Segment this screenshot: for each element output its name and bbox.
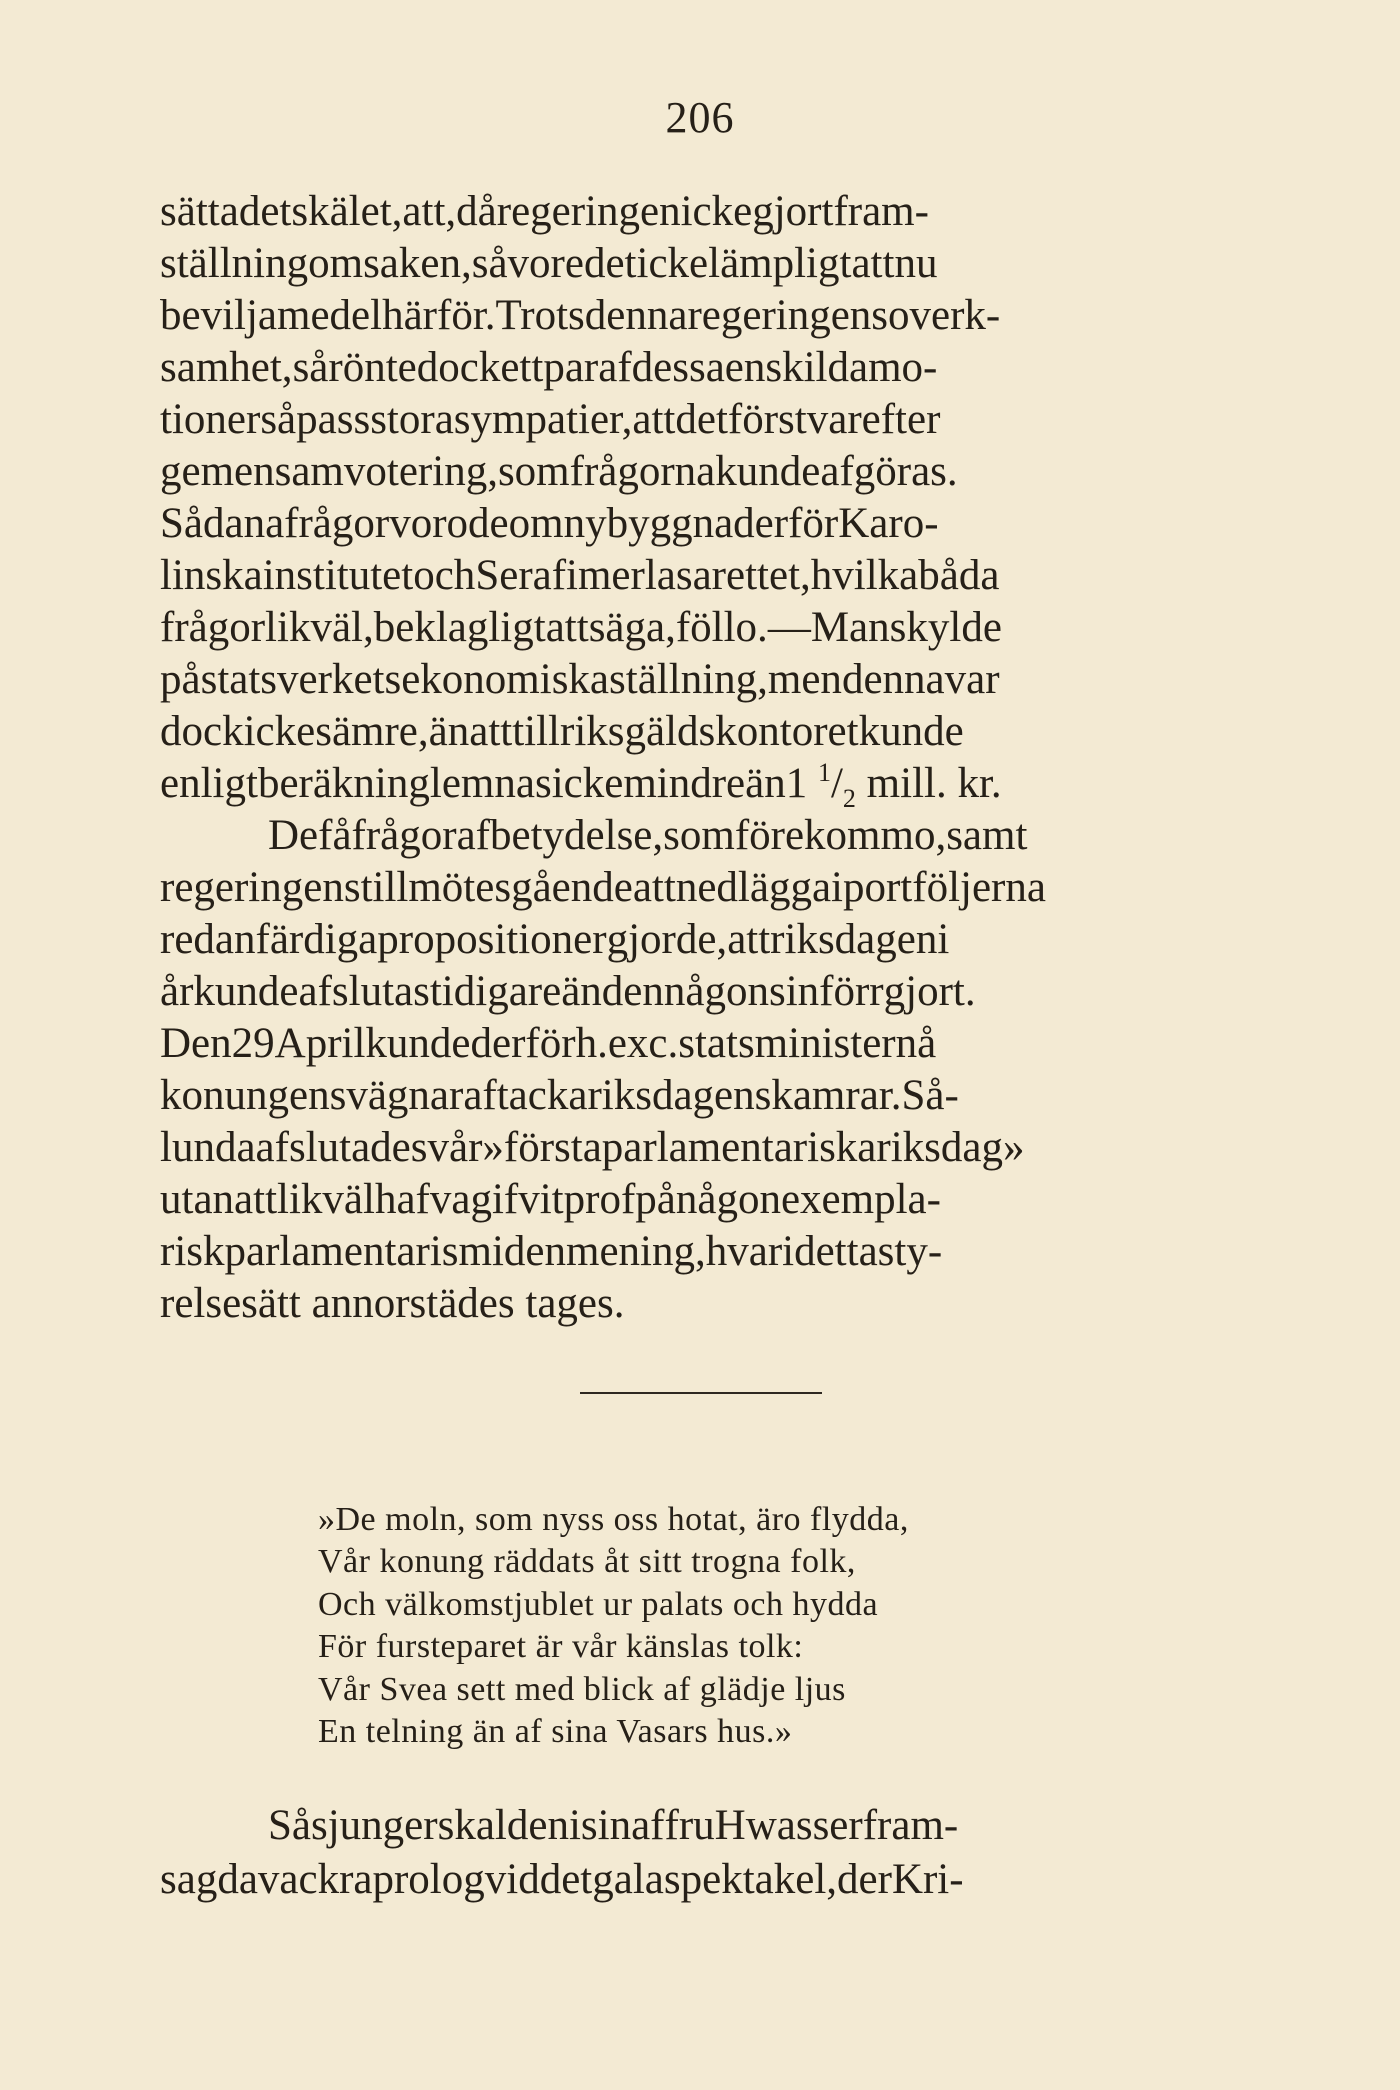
text-line — [160, 342, 1260, 394]
word: likväl — [277, 1176, 375, 1223]
word: April — [274, 1020, 366, 1067]
word: denna — [841, 656, 945, 703]
word: Sådana — [160, 500, 285, 547]
word: skälet, — [291, 188, 403, 235]
word: å — [917, 1020, 937, 1067]
word: regeringen — [496, 188, 681, 235]
word: så — [260, 396, 297, 443]
word: sympatier, — [453, 396, 633, 443]
word: af — [631, 1802, 665, 1849]
word: hvilka — [810, 552, 919, 599]
word: att — [469, 708, 513, 755]
closing-paragraph — [160, 1799, 1260, 1907]
word: frågor — [160, 604, 266, 651]
word: gifvit — [470, 1176, 564, 1223]
word: overk- — [888, 292, 1001, 339]
word: af — [456, 812, 490, 859]
word: säga, — [588, 604, 676, 651]
word: dock — [160, 708, 244, 755]
word: båda — [918, 552, 1000, 599]
word: Karo- — [838, 500, 939, 547]
word: derför — [470, 1020, 576, 1067]
word: till — [512, 708, 561, 755]
word: voro — [389, 500, 469, 547]
word: gjort. — [883, 968, 976, 1015]
text-line — [160, 550, 1260, 602]
word: skylde — [889, 604, 1002, 651]
word: det — [238, 188, 292, 235]
text-line — [160, 1070, 1260, 1122]
poem-line: För fursteparet är vår känslas tolk: — [318, 1628, 804, 1666]
word: gemensam — [160, 448, 344, 495]
word: icke — [243, 708, 316, 755]
word: galaspektakel, — [592, 1856, 838, 1903]
word: saken, — [363, 240, 472, 287]
word: likväl, — [265, 604, 374, 651]
word: konungens — [160, 1072, 347, 1119]
word: gjort — [752, 188, 834, 235]
word: som — [663, 812, 735, 859]
word: härför. — [382, 292, 496, 339]
word: frågor — [351, 812, 457, 859]
word: som — [497, 448, 570, 495]
word: hvari — [705, 1228, 795, 1275]
word: linska — [160, 552, 263, 599]
word: ett — [500, 344, 544, 391]
word: om — [308, 240, 364, 287]
word: detta — [794, 1228, 878, 1275]
word: Så- — [901, 1072, 959, 1119]
word: h. — [575, 1020, 608, 1067]
word: frågorna — [569, 448, 716, 495]
text-line — [160, 1853, 1260, 1907]
word: Kri- — [891, 1856, 964, 1903]
word: på — [635, 1176, 676, 1223]
word: medel — [277, 292, 383, 339]
word: beklagligt — [373, 604, 546, 651]
word: Serafimerlasarettet, — [475, 552, 811, 599]
word: — — [767, 604, 811, 651]
word: sjunger — [311, 1802, 438, 1849]
word: någon — [675, 1176, 781, 1223]
word: propositioner — [377, 916, 607, 963]
text-line — [160, 290, 1260, 342]
word: någonsin — [663, 968, 820, 1015]
text-line — [160, 1018, 1260, 1070]
text-line — [160, 498, 1260, 550]
word: fram- — [833, 188, 929, 235]
text-line — [160, 914, 1260, 966]
word: om — [508, 500, 564, 547]
word: att — [727, 916, 771, 963]
word: parlamentarism — [224, 1228, 492, 1275]
text-line — [160, 1174, 1260, 1226]
word: att — [234, 1176, 278, 1223]
word: institutet — [262, 552, 414, 599]
word: det — [675, 396, 728, 443]
fraction-denominator: 2 — [842, 784, 856, 813]
word: »första — [482, 1124, 602, 1171]
word: portföljerna — [842, 864, 1046, 911]
word: den — [503, 1228, 566, 1275]
word: aftacka — [463, 1072, 588, 1119]
word: betydelse, — [490, 812, 664, 859]
word: riksdag» — [876, 1124, 1025, 1171]
word: sätta — [160, 188, 239, 235]
word: kunde — [193, 968, 299, 1015]
word: beräkning — [257, 760, 430, 807]
word: dessa — [631, 344, 725, 391]
word: bevilja — [160, 292, 278, 339]
word: att — [632, 396, 676, 443]
word: då — [456, 188, 497, 235]
word: par — [543, 344, 599, 391]
word: Den — [160, 1020, 232, 1067]
text-line — [160, 654, 1260, 706]
word: men — [767, 656, 842, 703]
word: lemnas — [429, 760, 552, 807]
main-text — [160, 186, 1260, 1330]
word: dock — [416, 344, 501, 391]
word: än — [561, 968, 602, 1015]
poem-line: Vår Svea sett med blick af glädje ljus — [318, 1670, 846, 1708]
word: att — [851, 240, 895, 287]
word: utan — [160, 1176, 235, 1223]
word: kunde — [715, 448, 821, 495]
word: lunda — [160, 1124, 256, 1171]
word: det — [539, 1856, 593, 1903]
word: sty- — [877, 1228, 943, 1275]
word: der — [837, 1856, 892, 1903]
text-line — [160, 1122, 1260, 1174]
word: frågor — [284, 500, 390, 547]
word: så — [292, 344, 329, 391]
word: tioner — [160, 396, 261, 443]
word: att, — [402, 188, 457, 235]
poem-line: Och välkomstjublet ur palats och hydda — [318, 1585, 879, 1623]
word: kamrar. — [771, 1072, 902, 1119]
word: afgöras. — [820, 448, 958, 495]
word: än — [428, 708, 470, 755]
word: sin — [580, 1802, 632, 1849]
fraction-slash: / — [830, 760, 843, 807]
word: votering, — [343, 448, 498, 495]
word: 29 — [231, 1020, 275, 1067]
text-line: relsesätt annorstädes tages. — [160, 1280, 625, 1327]
word: efter — [861, 396, 941, 443]
word: mindre — [623, 760, 746, 807]
word: var — [806, 396, 862, 443]
poem-line: En telning än af sina Vasars hus.» — [318, 1712, 793, 1750]
word: riksdagens — [587, 1072, 772, 1119]
word: Man — [810, 604, 890, 651]
word: kunde — [858, 708, 964, 755]
word: Trots — [495, 292, 585, 339]
word: i — [568, 1802, 581, 1849]
word: den — [601, 968, 664, 1015]
word: icke — [551, 760, 624, 807]
poem-line: Vår konung räddats åt sitt trogna folk, — [318, 1543, 856, 1581]
word: vår — [427, 1124, 483, 1171]
word: lämpligt — [708, 240, 852, 287]
word: regeringens — [160, 864, 361, 911]
text-line — [160, 186, 1260, 238]
word: riksdagen — [770, 916, 938, 963]
text-line — [160, 706, 1260, 758]
word: först — [727, 396, 807, 443]
word: att — [545, 604, 589, 651]
word: De — [268, 812, 319, 859]
word: så — [471, 240, 508, 287]
text-line — [160, 394, 1260, 446]
word: prof — [563, 1176, 636, 1223]
fraction-numerator: 1 — [817, 758, 831, 787]
word: afslutas — [298, 968, 430, 1015]
word: regeringens — [687, 292, 889, 339]
word: att — [632, 864, 676, 911]
text-line — [160, 810, 1260, 862]
text-line-fraction — [160, 758, 1260, 813]
word: tillmötesgående — [360, 864, 633, 911]
word: afslutades — [255, 1124, 428, 1171]
word: ställning — [160, 240, 309, 287]
word: enskilda — [724, 344, 869, 391]
fraction-line-suffix: mill. kr. — [866, 760, 1002, 807]
word: skalden — [437, 1802, 569, 1849]
word: på — [160, 656, 201, 703]
word: redan — [160, 916, 256, 963]
poem — [318, 1499, 1098, 1753]
word: icke — [636, 240, 709, 287]
word: statsverkets — [200, 656, 402, 703]
word: i — [491, 1228, 504, 1275]
word: nu — [894, 240, 938, 287]
word: risk — [160, 1228, 225, 1275]
word: vägnar — [346, 1072, 464, 1119]
word: ekonomiska — [401, 656, 610, 703]
section-separator — [580, 1392, 822, 1394]
text-line — [160, 862, 1260, 914]
word: sämre, — [315, 708, 429, 755]
word: mening, — [566, 1228, 706, 1275]
word: exempla- — [780, 1176, 941, 1223]
text-line — [160, 446, 1260, 498]
word: fru — [664, 1802, 715, 1849]
word: mo- — [868, 344, 938, 391]
word: riksgäldskontoret — [560, 708, 859, 755]
text-line — [160, 1799, 1260, 1853]
poem-line: »De moln, som nyss oss hotat, äro flydda, — [318, 1501, 909, 1538]
word: tidigare — [429, 968, 562, 1015]
word: ställning, — [609, 656, 768, 703]
word: kunde — [365, 1020, 471, 1067]
word: förr — [819, 968, 884, 1015]
word: sagda — [160, 1856, 258, 1903]
word: föllo. — [675, 604, 768, 651]
word: nybyggnader — [563, 500, 789, 547]
word: det — [583, 240, 637, 287]
fraction — [817, 758, 856, 813]
text-line — [160, 966, 1260, 1018]
word: Hwasser — [714, 1802, 863, 1849]
word: färdiga — [255, 916, 378, 963]
word: stora — [370, 396, 454, 443]
text-line — [160, 238, 1260, 290]
text-line — [160, 602, 1260, 654]
word: vid — [484, 1856, 540, 1903]
word: Så — [268, 1802, 311, 1849]
word: denna — [584, 292, 688, 339]
word: än — [745, 760, 786, 807]
word: samt — [946, 812, 1028, 859]
word: statsministern — [678, 1020, 918, 1067]
word: prolog — [372, 1856, 485, 1903]
page-number: 206 — [665, 93, 735, 142]
word: icke — [680, 188, 753, 235]
word: 1 — [785, 760, 808, 807]
word: pass — [296, 396, 371, 443]
word: nedlägga — [675, 864, 832, 911]
word: fram- — [862, 1802, 959, 1849]
word: i — [937, 916, 950, 963]
word: förekommo, — [734, 812, 947, 859]
text-line — [160, 1226, 1260, 1278]
word: rönte — [328, 344, 417, 391]
word: parlamentariska — [601, 1124, 877, 1171]
word: enligt — [160, 760, 258, 807]
word: var — [944, 656, 1000, 703]
word: af — [598, 344, 632, 391]
word: år — [160, 968, 194, 1015]
word: vore — [507, 240, 584, 287]
word: de — [468, 500, 509, 547]
word: hafva — [374, 1176, 471, 1223]
word: och — [413, 552, 476, 599]
word: exc. — [607, 1020, 679, 1067]
word: vackra — [257, 1856, 373, 1903]
word: få — [318, 812, 352, 859]
word: för — [788, 500, 839, 547]
word: gjorde, — [606, 916, 728, 963]
word: i — [831, 864, 843, 911]
word: samhet, — [160, 344, 293, 391]
